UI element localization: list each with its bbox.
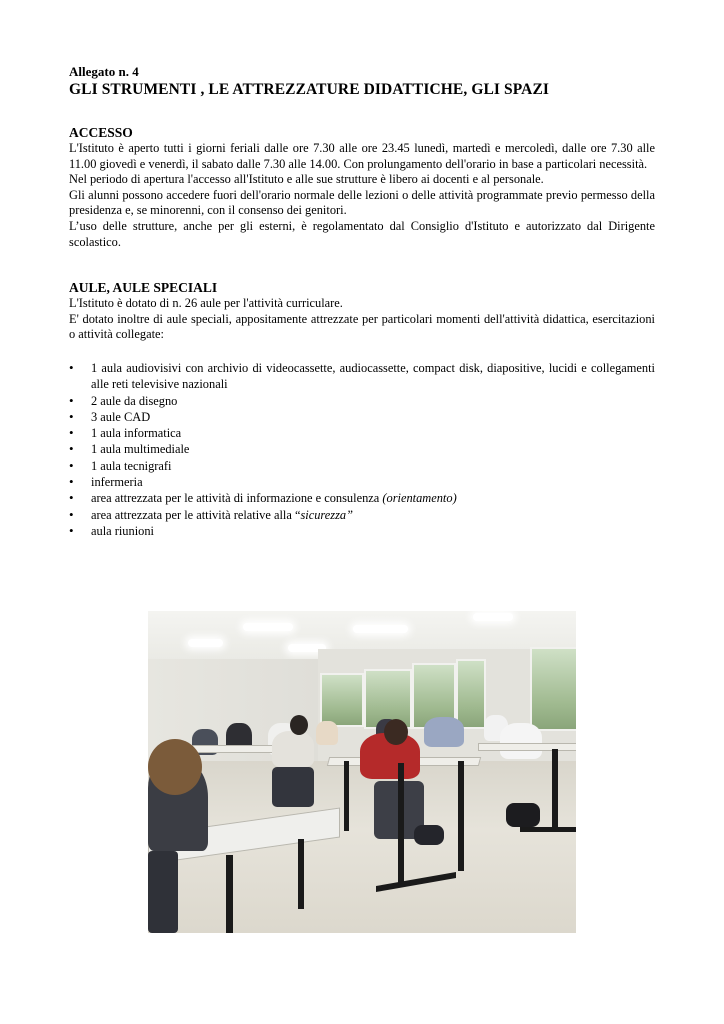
desk — [478, 743, 576, 751]
rooms-paragraph-special: E' dotato inoltre di aule speciali, appositamente attrezzate per particolari momenti dell'attività didattica, esercitazioni o attività collegate: — [69, 311, 655, 342]
orientation-emphasis: (orientamento) — [382, 491, 457, 506]
student-head — [290, 715, 308, 735]
safety-close-quote: ” — [346, 507, 354, 522]
orientation-text: area attrezzata per le attività di informazione e consulenza — [91, 491, 383, 506]
list-item-safety — [69, 507, 655, 523]
backpack — [506, 803, 540, 827]
document-title: GLI STRUMENTI , LE ATTREZZATURE DIDATTICHE, GLI SPAZI — [69, 81, 550, 98]
student-head — [384, 719, 408, 745]
desk-leg — [344, 761, 349, 831]
access-paragraph-students: Gli alunni possono accedere fuori dell'orario normale delle lezioni o delle attività programmate previo permesso della presidenza e, se minorenni, con il consenso dei genitori. — [69, 187, 655, 218]
document-page — [69, 64, 655, 539]
student — [500, 723, 542, 759]
desk-leg — [398, 763, 404, 883]
ceiling-lamp — [243, 623, 293, 631]
section-heading-rooms: AULE, AULE SPECIALI — [69, 280, 218, 296]
access-paragraph-hours: L'Istituto è aperto tutti i giorni feriali dalle ore 7.30 alle ore 23.45 lunedì, martedì e mercoledì, dalle ore 7.30 alle 11.00 giovedì e venerdì, il sabato dalle 7.30 alle 14.00. Con prolungamento dell'orario in base a particolari necessità. — [69, 141, 655, 171]
list-item: • aula riunioni — [69, 523, 655, 539]
photo-window — [456, 659, 486, 729]
classroom-photo — [148, 611, 576, 933]
desk-base — [520, 827, 576, 832]
safety-emphasis: sicurezza — [300, 507, 347, 522]
desk-leg — [226, 855, 233, 933]
list-item: • 3 aule CAD — [69, 409, 655, 425]
section-access — [69, 125, 655, 250]
section-rooms — [69, 280, 655, 539]
student-legs — [148, 851, 178, 933]
rooms-paragraph-count: L'Istituto è dotato di n. 26 aule per l'attività curriculare. — [69, 296, 343, 311]
annex-label: Allegato n. 4 — [69, 64, 139, 79]
photo-window — [530, 647, 576, 731]
student-legs — [272, 767, 314, 807]
desk-leg — [552, 749, 558, 829]
list-item: • 1 aula audiovisivi con archivio di videocassette, audiocassette, compact disk, diapositive, lucidi e collegamenti alle reti televisive nazionali — [69, 360, 655, 393]
ceiling-lamp — [353, 625, 408, 633]
list-item: • 1 aula tecnigrafi — [69, 458, 655, 474]
list-item: • 2 aule da disegno — [69, 393, 655, 409]
list-item-orientation — [69, 490, 655, 506]
facilities-list — [69, 360, 655, 539]
list-item: • 1 aula multimediale — [69, 441, 655, 457]
student — [272, 731, 314, 767]
ceiling-lamp — [473, 613, 513, 621]
ceiling-lamp — [188, 639, 223, 647]
desk-leg — [458, 761, 464, 871]
safety-text: area attrezzata per le attività relative alla “ — [91, 507, 301, 522]
list-item: • 1 aula informatica — [69, 425, 655, 441]
student-head — [148, 739, 202, 795]
list-item: • infermeria — [69, 474, 655, 490]
access-paragraph-staff: Nel periodo di apertura l'accesso all'Istituto e alle sue strutture è libero ai docenti e al personale. — [69, 172, 544, 187]
student — [316, 721, 338, 745]
student — [424, 717, 464, 747]
access-paragraph-rules: L’uso delle strutture, anche per gli esterni, è regolamentato dal Consiglio d'Istituto e autorizzato dal Dirigente scolastico. — [69, 218, 655, 249]
backpack — [414, 825, 444, 845]
desk-leg — [298, 839, 304, 909]
section-heading-access: ACCESSO — [69, 125, 133, 140]
photo-window — [320, 673, 364, 727]
